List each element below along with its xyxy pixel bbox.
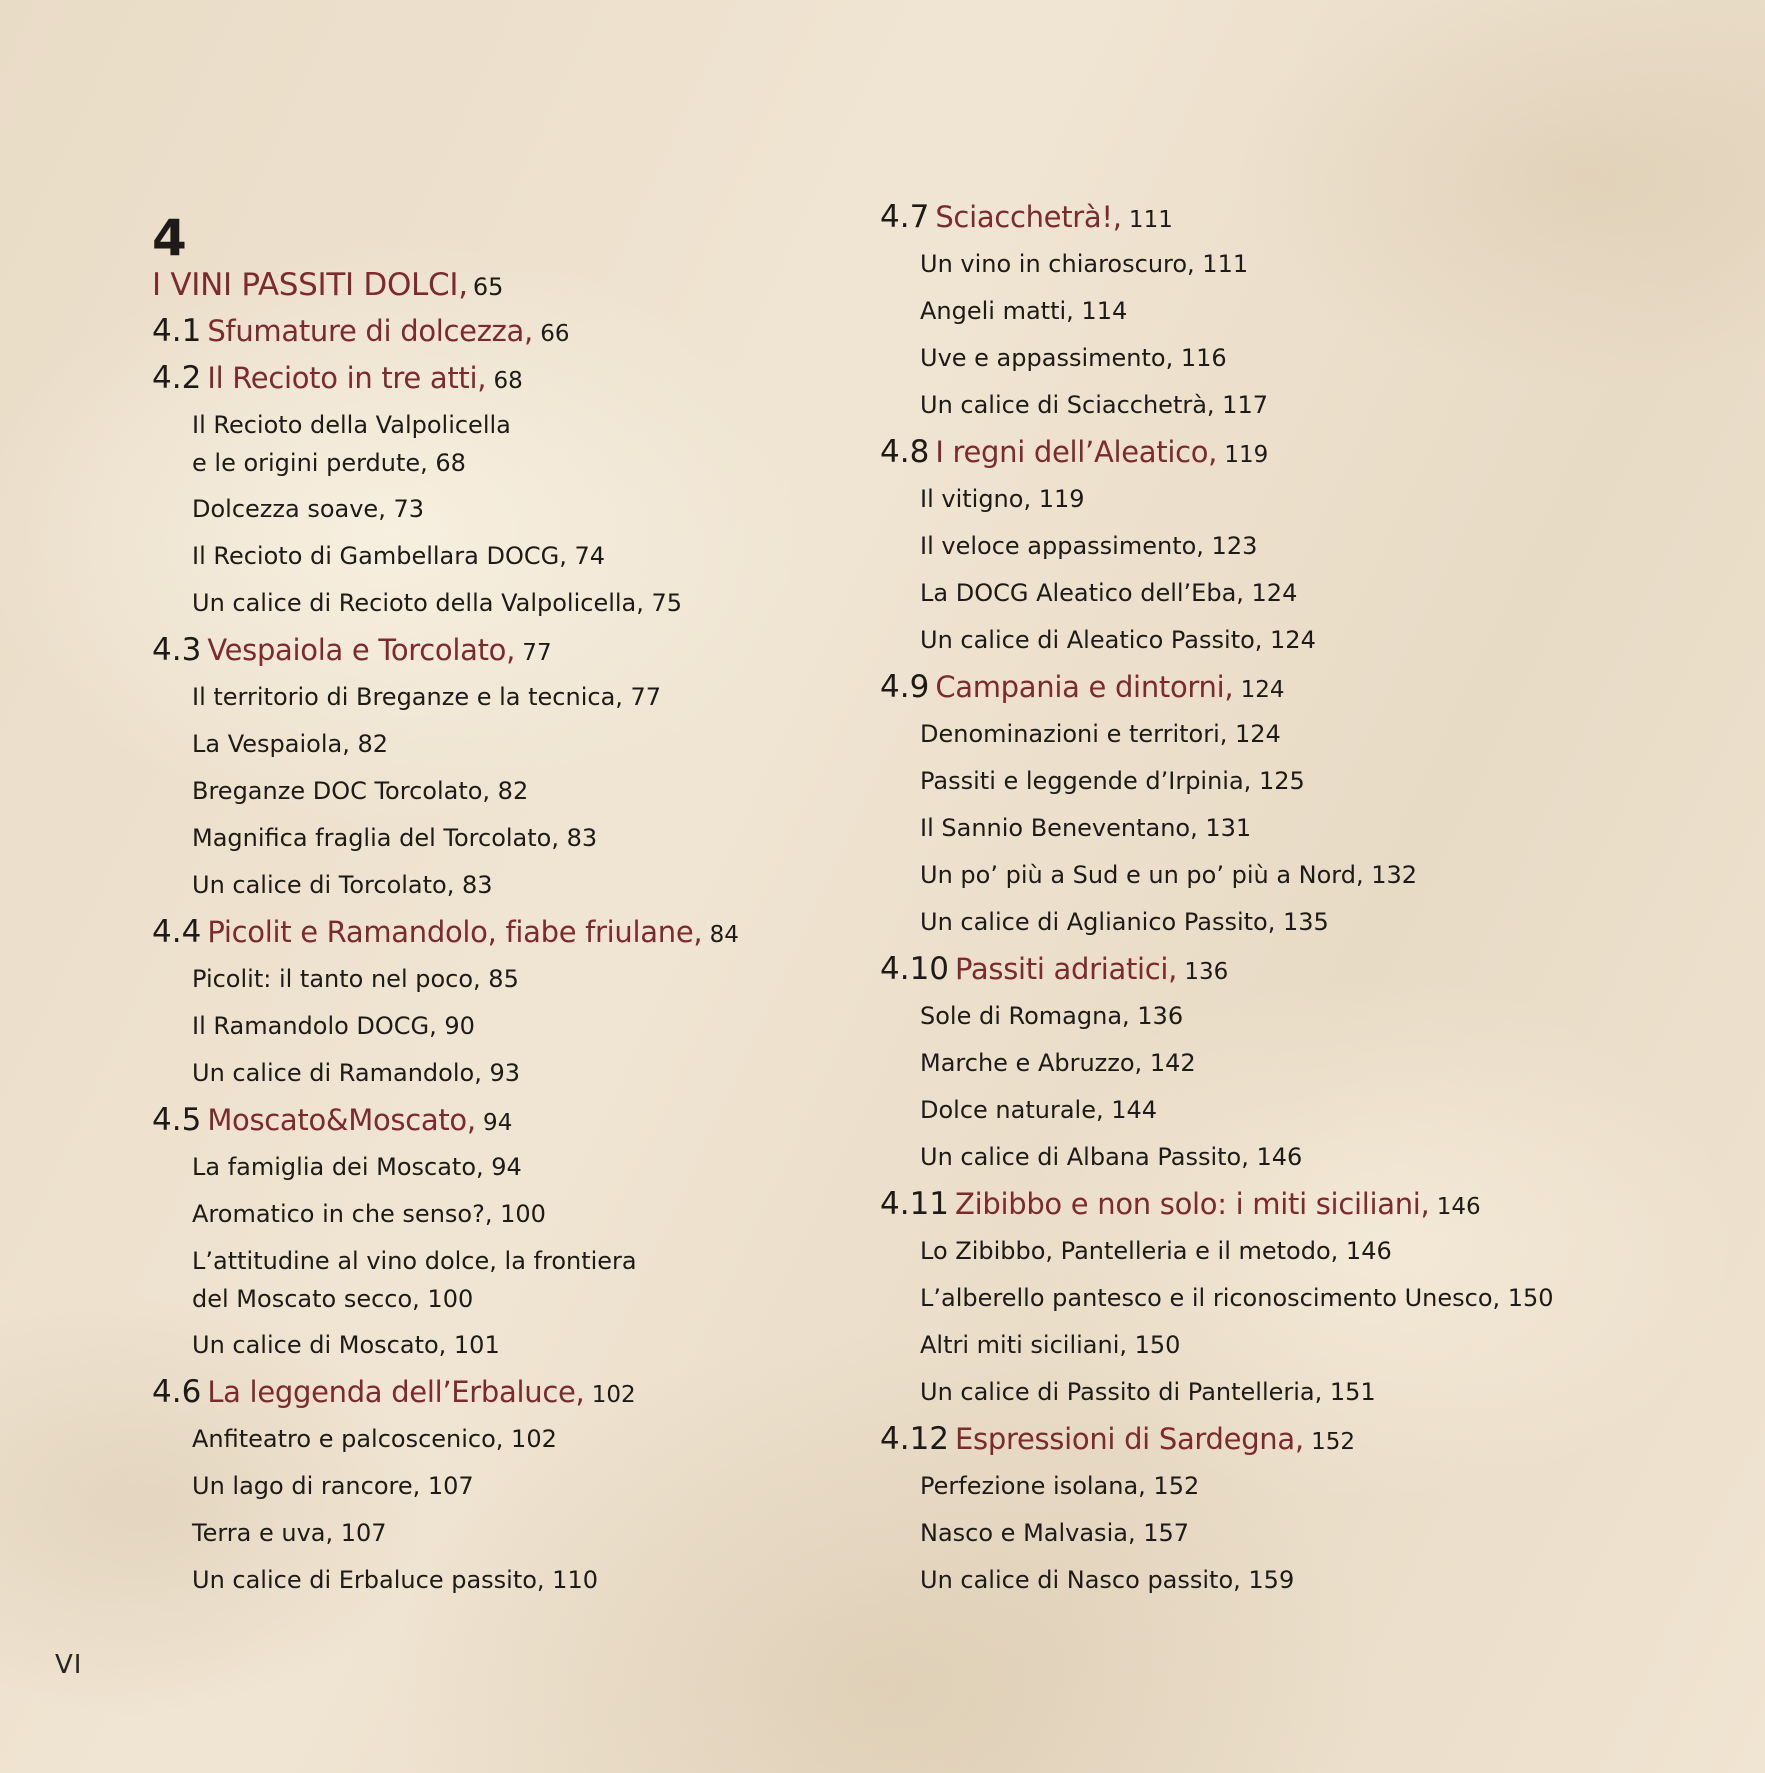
subsection-text: Un lago di rancore, 107 bbox=[192, 1472, 474, 1500]
subsection-text: Picolit: il tanto nel poco, 85 bbox=[192, 965, 519, 993]
toc-subsection-entry[interactable] bbox=[920, 715, 1281, 753]
subsection-text: Un vino in chiaroscuro, 111 bbox=[920, 250, 1249, 278]
section-page-number: 68 bbox=[486, 368, 523, 394]
section-number: 4.3 bbox=[152, 632, 202, 668]
subsection-text: La famiglia dei Moscato, 94 bbox=[192, 1153, 522, 1181]
toc-section-entry[interactable] bbox=[880, 429, 1268, 480]
subsection-text: Sole di Romagna, 136 bbox=[920, 1002, 1184, 1030]
section-page-number: 84 bbox=[702, 922, 739, 948]
toc-subsection-entry[interactable] bbox=[192, 1007, 475, 1045]
section-page-number: 152 bbox=[1303, 1429, 1355, 1455]
section-title: Sciacchetrà!, bbox=[935, 200, 1122, 234]
section-page-number: 146 bbox=[1429, 1194, 1481, 1220]
toc-subsection-entry[interactable] bbox=[920, 762, 1305, 800]
subsection-text: Dolcezza soave, 73 bbox=[192, 495, 424, 523]
toc-subsection-entry[interactable] bbox=[920, 1514, 1189, 1552]
subsection-text: Denominazioni e territori, 124 bbox=[920, 720, 1281, 748]
section-number: 4.2 bbox=[152, 360, 202, 396]
toc-subsection-entry[interactable] bbox=[920, 809, 1251, 847]
toc-subsection-entry[interactable] bbox=[920, 292, 1127, 330]
section-title: Espressioni di Sardegna, bbox=[955, 1422, 1304, 1456]
toc-subsection-entry[interactable] bbox=[192, 866, 493, 904]
toc-subsection-entry[interactable] bbox=[920, 339, 1227, 377]
subsection-text: Un po’ più a Sud e un po’ più a Nord, 132 bbox=[920, 861, 1418, 889]
subsection-text: Un calice di Erbaluce passito, 110 bbox=[192, 1566, 598, 1594]
toc-subsection-entry[interactable] bbox=[192, 1420, 557, 1458]
subsection-text: Un calice di Moscato, 101 bbox=[192, 1331, 500, 1359]
subsection-text: Nasco e Malvasia, 157 bbox=[920, 1519, 1190, 1547]
toc-section-entry[interactable] bbox=[152, 1097, 512, 1148]
section-number: 4.5 bbox=[152, 1102, 202, 1138]
toc-subsection-entry[interactable] bbox=[920, 527, 1257, 565]
toc-subsection-entry[interactable] bbox=[192, 678, 661, 716]
section-title: Vespaiola e Torcolato, bbox=[207, 633, 515, 667]
subsection-text: del Moscato secco, 100 bbox=[192, 1285, 474, 1313]
toc-subsection-entry[interactable] bbox=[192, 819, 597, 857]
chapter-number: 4 bbox=[152, 209, 187, 267]
subsection-text: Breganze DOC Torcolato, 82 bbox=[192, 777, 529, 805]
section-title: Passiti adriatici, bbox=[955, 952, 1178, 986]
toc-subsection-entry[interactable] bbox=[192, 1054, 520, 1092]
toc-subsection-entry[interactable] bbox=[920, 1232, 1392, 1270]
toc-subsection-entry[interactable] bbox=[920, 480, 1085, 518]
section-number: 4.8 bbox=[880, 434, 930, 470]
subsection-text: La Vespaiola, 82 bbox=[192, 730, 388, 758]
section-number: 4.10 bbox=[880, 951, 950, 987]
toc-subsection-entry[interactable] bbox=[192, 1326, 500, 1364]
section-page-number: 119 bbox=[1217, 442, 1269, 468]
section-title: I regni dell’Aleatico, bbox=[935, 435, 1218, 469]
toc-section-entry[interactable] bbox=[152, 308, 570, 359]
toc-section-entry[interactable] bbox=[152, 1369, 636, 1420]
toc-subsection-entry[interactable] bbox=[920, 1091, 1157, 1129]
toc-subsection-entry[interactable] bbox=[920, 621, 1316, 659]
section-number: 4.6 bbox=[152, 1374, 202, 1410]
toc-section-entry[interactable] bbox=[880, 946, 1228, 997]
subsection-text: Un calice di Ramandolo, 93 bbox=[192, 1059, 520, 1087]
toc-subsection-entry[interactable] bbox=[920, 856, 1417, 894]
section-number: 4.7 bbox=[880, 199, 930, 235]
subsection-text: Un calice di Passito di Pantelleria, 151 bbox=[920, 1378, 1376, 1406]
toc-subsection-entry[interactable] bbox=[920, 1561, 1294, 1599]
toc-subsection-entry[interactable] bbox=[920, 1467, 1199, 1505]
section-title: La leggenda dell’Erbaluce, bbox=[207, 1375, 585, 1409]
toc-subsection-entry[interactable] bbox=[192, 1148, 522, 1186]
toc-subsection-entry[interactable] bbox=[192, 584, 682, 622]
subsection-text: Il vitigno, 119 bbox=[920, 485, 1085, 513]
subsection-text: Un calice di Torcolato, 83 bbox=[192, 871, 493, 899]
subsection-text: Il Sannio Beneventano, 131 bbox=[920, 814, 1252, 842]
subsection-text: Il veloce appassimento, 123 bbox=[920, 532, 1258, 560]
subsection-text: Un calice di Nasco passito, 159 bbox=[920, 1566, 1295, 1594]
toc-subsection-entry[interactable] bbox=[920, 903, 1329, 941]
subsection-text: Un calice di Aglianico Passito, 135 bbox=[920, 908, 1329, 936]
toc-section-entry[interactable] bbox=[152, 909, 739, 960]
subsection-text: Dolce naturale, 144 bbox=[920, 1096, 1158, 1124]
toc-subsection-entry[interactable] bbox=[192, 960, 519, 998]
section-number: 4.11 bbox=[880, 1186, 950, 1222]
section-page-number: 124 bbox=[1233, 677, 1285, 703]
toc-subsection-entry[interactable] bbox=[920, 1138, 1302, 1176]
subsection-text: Uve e appassimento, 116 bbox=[920, 344, 1227, 372]
subsection-text: Passiti e leggende d’Irpinia, 125 bbox=[920, 767, 1305, 795]
subsection-text: L’alberello pantesco e il riconoscimento Unesco, 150 bbox=[920, 1284, 1554, 1312]
subsection-text: Altri miti siciliani, 150 bbox=[920, 1331, 1181, 1359]
subsection-text: Magnifica fraglia del Torcolato, 83 bbox=[192, 824, 598, 852]
section-title: Zibibbo e non solo: i miti siciliani, bbox=[955, 1187, 1430, 1221]
section-number: 4.9 bbox=[880, 669, 930, 705]
subsection-text: Un calice di Aleatico Passito, 124 bbox=[920, 626, 1316, 654]
subsection-text: Il Ramandolo DOCG, 90 bbox=[192, 1012, 475, 1040]
toc-section-entry[interactable] bbox=[880, 1416, 1355, 1467]
subsection-text: Un calice di Albana Passito, 146 bbox=[920, 1143, 1303, 1171]
section-number: 4.4 bbox=[152, 914, 202, 950]
toc-subsection-entry[interactable] bbox=[192, 1561, 598, 1599]
toc-subsection-entry[interactable] bbox=[920, 574, 1297, 612]
toc-section-entry[interactable] bbox=[880, 1181, 1481, 1232]
subsection-text: Lo Zibibbo, Pantelleria e il metodo, 146 bbox=[920, 1237, 1392, 1265]
subsection-text: Il Recioto di Gambellara DOCG, 74 bbox=[192, 542, 605, 570]
toc-subsection-entry[interactable] bbox=[192, 490, 424, 528]
section-page-number: 136 bbox=[1177, 959, 1229, 985]
section-title: Sfumature di dolcezza, bbox=[207, 314, 533, 348]
subsection-text: Un calice di Recioto della Valpolicella, 75 bbox=[192, 589, 683, 617]
chapter-page-number: 65 bbox=[472, 273, 504, 301]
toc-subsection-entry[interactable] bbox=[920, 1044, 1196, 1082]
section-page-number: 77 bbox=[515, 640, 552, 666]
toc-subsection-entry[interactable] bbox=[920, 1373, 1376, 1411]
section-page-number: 66 bbox=[532, 321, 570, 347]
section-title: Il Recioto in tre atti, bbox=[207, 361, 487, 395]
subsection-text: L’attitudine al vino dolce, la frontiera bbox=[192, 1247, 637, 1275]
subsection-text: Aromatico in che senso?, 100 bbox=[192, 1200, 546, 1228]
subsection-text: La DOCG Aleatico dell’Eba, 124 bbox=[920, 579, 1298, 607]
toc-subsection-entry[interactable] bbox=[920, 1326, 1180, 1364]
toc-subsection-entry[interactable] bbox=[920, 386, 1268, 424]
toc-subsection-entry[interactable] bbox=[920, 245, 1248, 283]
section-title: Picolit e Ramandolo, fiabe friulane, bbox=[207, 915, 703, 949]
subsection-text: e le origini perdute, 68 bbox=[192, 449, 466, 477]
toc-section-entry[interactable] bbox=[880, 194, 1173, 245]
subsection-text: Perfezione isolana, 152 bbox=[920, 1472, 1200, 1500]
subsection-text: Il Recioto della Valpolicella bbox=[192, 411, 511, 439]
toc-subsection-entry[interactable] bbox=[192, 1195, 546, 1233]
subsection-text: Terra e uva, 107 bbox=[192, 1519, 387, 1547]
section-title: Campania e dintorni, bbox=[935, 670, 1234, 704]
toc-section-entry[interactable] bbox=[152, 627, 552, 678]
subsection-text: Un calice di Sciacchetrà, 117 bbox=[920, 391, 1268, 419]
toc-subsection-entry[interactable] bbox=[192, 1242, 637, 1318]
toc-subsection-entry[interactable] bbox=[192, 406, 511, 482]
toc-subsection-entry[interactable] bbox=[192, 1467, 474, 1505]
subsection-text: Il territorio di Breganze e la tecnica, 77 bbox=[192, 683, 662, 711]
section-number: 4.1 bbox=[152, 313, 202, 349]
toc-subsection-entry[interactable] bbox=[192, 725, 388, 763]
toc-section-entry[interactable] bbox=[152, 355, 523, 406]
section-page-number: 111 bbox=[1121, 207, 1173, 233]
chapter-title[interactable] bbox=[152, 262, 503, 313]
toc-subsection-entry[interactable] bbox=[192, 1514, 387, 1552]
toc-section-entry[interactable] bbox=[880, 664, 1285, 715]
subsection-text: Marche e Abruzzo, 142 bbox=[920, 1049, 1196, 1077]
toc-subsection-entry[interactable] bbox=[920, 1279, 1554, 1317]
section-title: Moscato&Moscato, bbox=[207, 1103, 476, 1137]
chapter-title-text: I VINI PASSITI DOLCI, bbox=[152, 267, 468, 303]
section-page-number: 102 bbox=[584, 1382, 636, 1408]
section-number: 4.12 bbox=[880, 1421, 950, 1457]
toc-subsection-entry[interactable] bbox=[920, 997, 1183, 1035]
toc-subsection-entry[interactable] bbox=[192, 537, 605, 575]
subsection-text: Angeli matti, 114 bbox=[920, 297, 1128, 325]
subsection-text: Anfiteatro e palcoscenico, 102 bbox=[192, 1425, 557, 1453]
toc-subsection-entry[interactable] bbox=[192, 772, 528, 810]
page-folio: VI bbox=[55, 1650, 83, 1680]
section-page-number: 94 bbox=[475, 1110, 513, 1136]
